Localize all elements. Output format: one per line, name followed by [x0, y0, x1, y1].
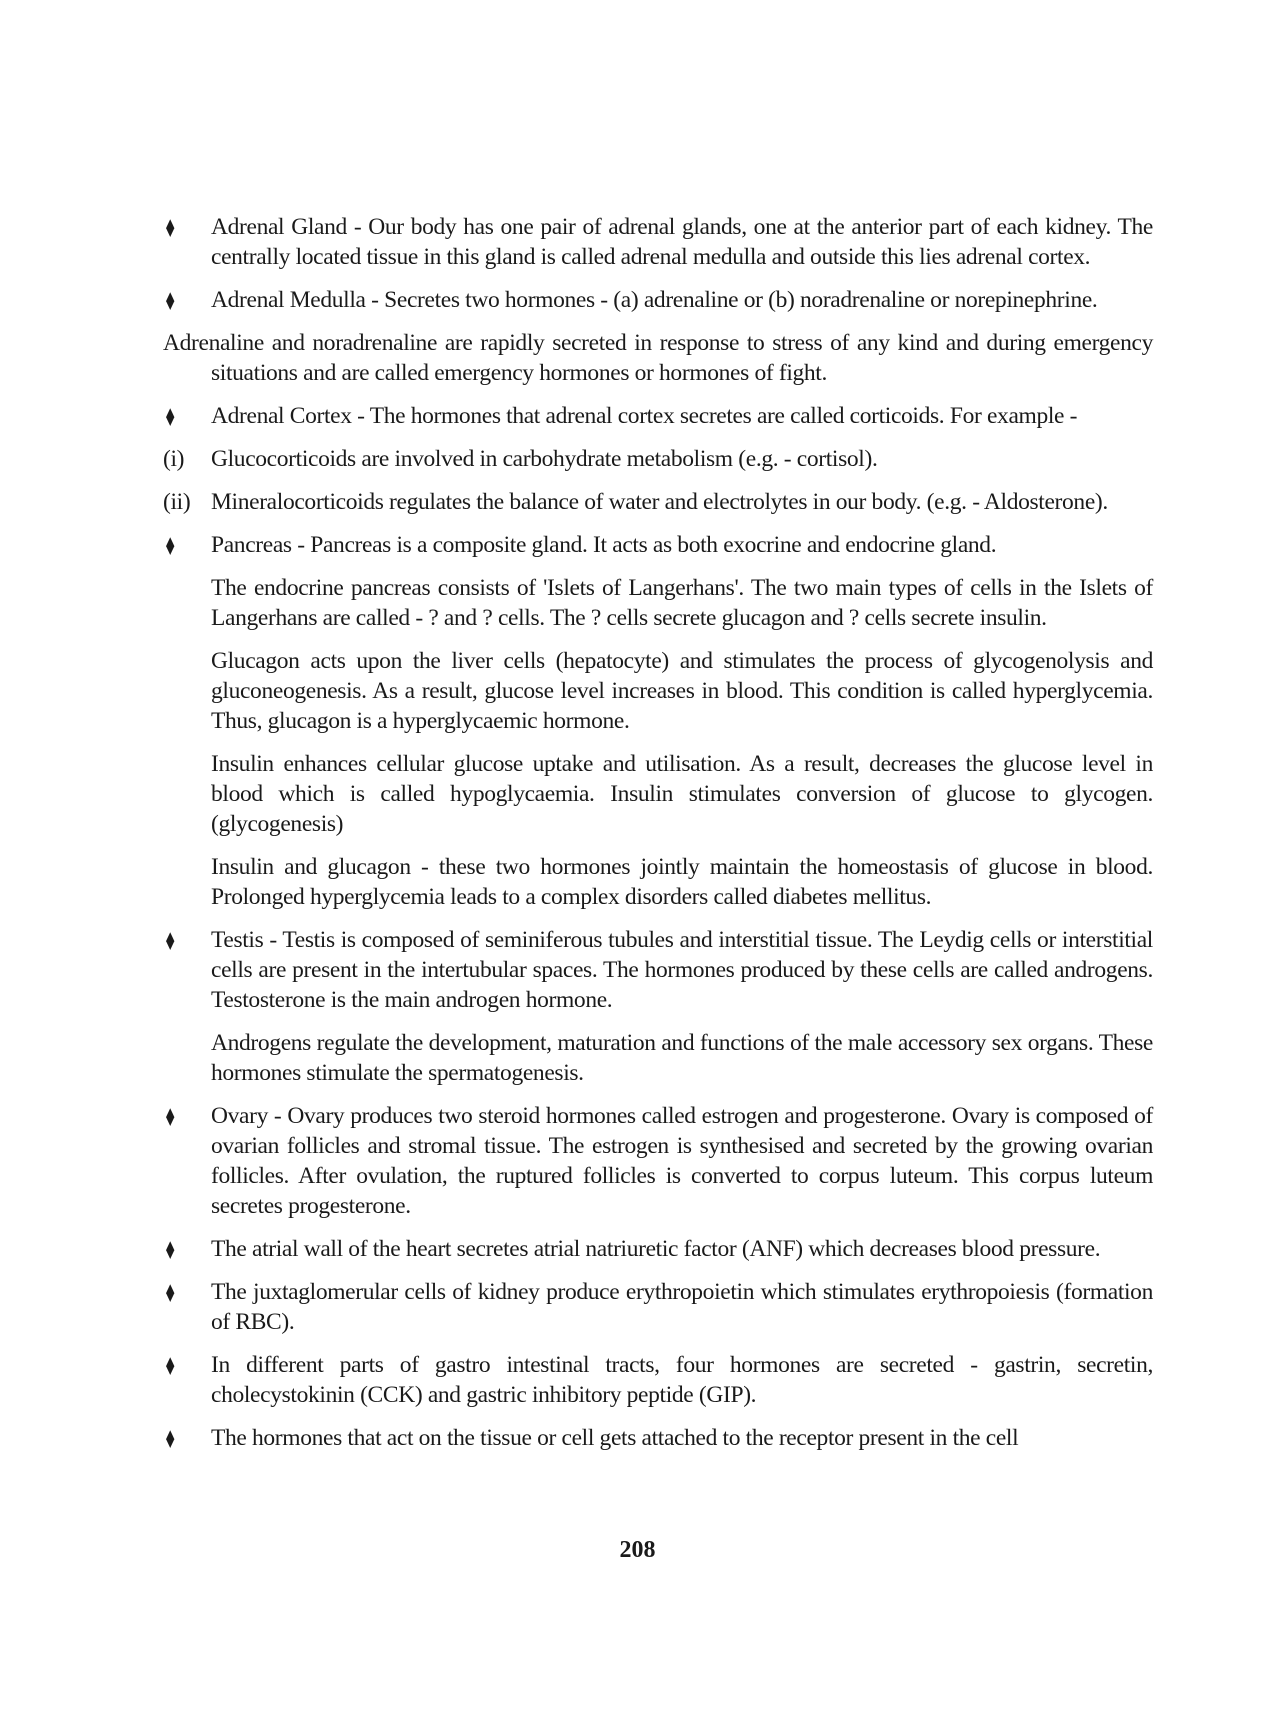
item-text: Adrenal Medulla - Secretes two hormones - (a) adrenaline or (b) noradrenaline or norepinephrine.	[211, 287, 1098, 313]
item-number: (i)	[163, 446, 185, 472]
list-item-receptor	[163, 1423, 1153, 1453]
item-text: Mineralocorticoids regulates the balance of water and electrolytes in our body. (e.g. - Aldosterone).	[211, 489, 1108, 515]
paragraph-insulin: Insulin enhances cellular glucose uptake and utilisation. As a result, decreases the glucose level in blood which is called hypoglycaemia. Insulin stimulates conversion of glucose to glycogen. (glycogenesis)	[211, 751, 1153, 837]
list-item-erythropoietin	[163, 1277, 1153, 1337]
item-text: Testis - Testis is composed of seminiferous tubules and interstitial tissue. The Leydig cells or interstitial cells are present in the intertubular spaces. The hormones produced by these cells are called androgens. Testosterone is the main androgen hormone.	[211, 927, 1153, 1013]
page-number: 208	[619, 1537, 656, 1563]
diamond-bullet-icon: ⧫	[166, 1429, 175, 1448]
list-item-ovary	[163, 1101, 1153, 1221]
paragraph-emergency-hormones: Adrenaline and noradrenaline are rapidly secreted in response to stress of any kind and during emergency situations and are called emergency hormones or hormones of fight.	[163, 330, 1153, 386]
list-item-adrenal-medulla	[163, 285, 1153, 315]
diamond-bullet-icon: ⧫	[166, 291, 175, 310]
item-text: Adrenal Gland - Our body has one pair of adrenal glands, one at the anterior part of each kidney. The centrally located tissue in this gland is called adrenal medulla and outside this lies adrenal cortex.	[211, 214, 1153, 270]
diamond-bullet-icon: ⧫	[166, 1240, 175, 1259]
item-number: (ii)	[163, 489, 191, 515]
diamond-bullet-icon: ⧫	[166, 1356, 175, 1375]
item-text: Adrenal Cortex - The hormones that adrenal cortex secretes are called corticoids. For example -	[211, 403, 1078, 429]
list-item-adrenal-cortex	[163, 401, 1153, 431]
item-text: Ovary - Ovary produces two steroid hormones called estrogen and progesterone. Ovary is composed of ovarian follicles and stromal tissue. The estrogen is synthesised and secreted by the growing ovarian follicles. After ovulation, the ruptured follicles is converted to corpus luteum. This corpus luteum secretes progesterone.	[211, 1103, 1153, 1219]
item-text: The juxtaglomerular cells of kidney produce erythropoietin which stimulates erythropoiesis (formation of RBC).	[211, 1279, 1153, 1335]
paragraph-androgens: Androgens regulate the development, maturation and functions of the male accessory sex organs. These hormones stimulate the spermatogenesis.	[211, 1030, 1153, 1086]
list-item-glucocorticoids	[163, 444, 1153, 474]
paragraph-glucagon: Glucagon acts upon the liver cells (hepatocyte) and stimulates the process of glycogenolysis and gluconeogenesis. As a result, glucose level increases in blood. This condition is called hyperglycemia. Thus, glucagon is a hyperglycaemic hormone.	[211, 648, 1153, 734]
item-text: In different parts of gastro intestinal tracts, four hormones are secreted - gastrin, secretin, cholecystokinin (CCK) and gastric inhibitory peptide (GIP).	[211, 1352, 1153, 1408]
diamond-bullet-icon: ⧫	[166, 1283, 175, 1302]
item-text: Pancreas - Pancreas is a composite gland. It acts as both exocrine and endocrine gland.	[211, 532, 997, 558]
list-item-testis	[163, 925, 1153, 1015]
diamond-bullet-icon: ⧫	[166, 931, 175, 950]
list-item-mineralocorticoids	[163, 487, 1153, 517]
item-text: The hormones that act on the tissue or cell gets attached to the receptor present in the cell	[211, 1425, 1019, 1451]
list-item-anf	[163, 1234, 1153, 1264]
paragraph-islets: The endocrine pancreas consists of 'Islets of Langerhans'. The two main types of cells in the Islets of Langerhans are called - ? and ? cells. The ? cells secrete glucagon and ? cells secrete insulin.	[211, 575, 1153, 631]
list-item-adrenal-gland	[163, 212, 1153, 272]
paragraph-homeostasis: Insulin and glucagon - these two hormones jointly maintain the homeostasis of glucose in blood. Prolonged hyperglycemia leads to a complex disorders called diabetes mellitus.	[211, 854, 1153, 910]
diamond-bullet-icon: ⧫	[166, 218, 175, 237]
diamond-bullet-icon: ⧫	[166, 407, 175, 426]
item-text: The atrial wall of the heart secretes atrial natriuretic factor (ANF) which decreases blood pressure.	[211, 1236, 1101, 1262]
diamond-bullet-icon: ⧫	[166, 1107, 175, 1126]
diamond-bullet-icon: ⧫	[166, 536, 175, 555]
list-item-pancreas	[163, 530, 1153, 560]
item-text: Glucocorticoids are involved in carbohydrate metabolism (e.g. - cortisol).	[211, 446, 878, 472]
list-item-gi-hormones	[163, 1350, 1153, 1410]
page-body	[163, 212, 1153, 1466]
